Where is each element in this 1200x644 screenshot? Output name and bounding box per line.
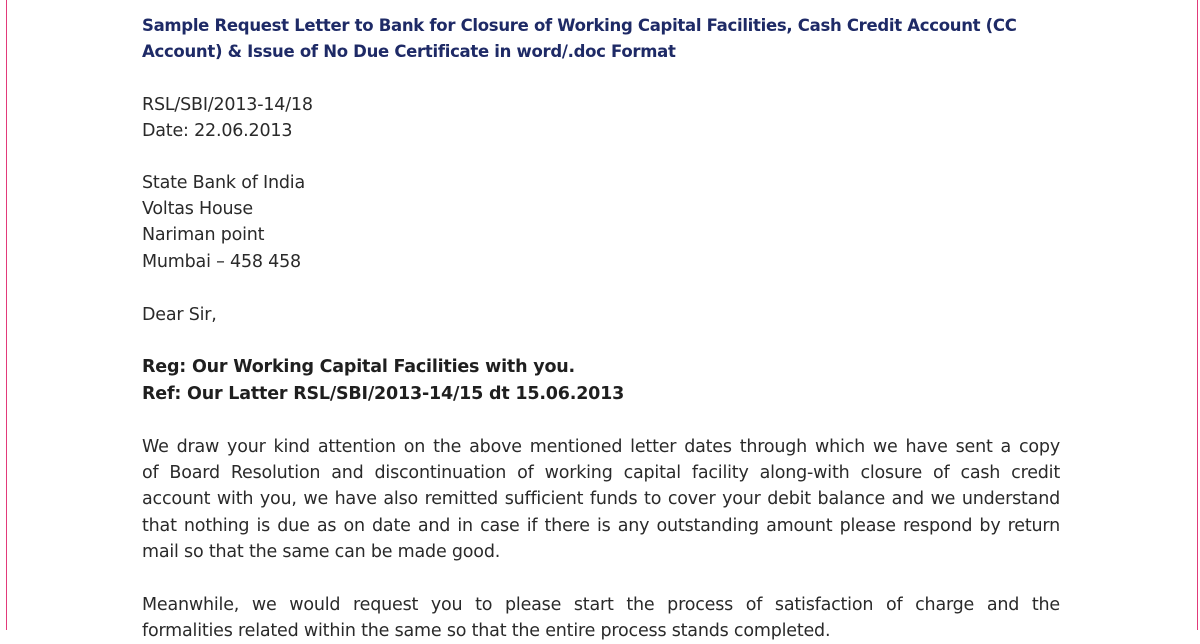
body-paragraph-2-line: formalities related within the same so that the entire process stands completed. xyxy=(142,621,831,641)
document-title-line-1: Sample Request Letter to Bank for Closure of Working Capital Facilities, Cash Credit Account (CC xyxy=(142,16,1017,35)
subject-reg: Reg: Our Working Capital Facilities with you. xyxy=(142,357,575,377)
left-margin-rule xyxy=(6,0,7,630)
body-paragraph-2-line: Meanwhile, we would request you to please start the process of satisfaction of charge and the xyxy=(142,595,1060,615)
body-paragraph-1-line: of Board Resolution and discontinuation of working capital facility along-with closure of cash credit xyxy=(142,463,1060,483)
document-title-line-2: Account) & Issue of No Due Certificate in word/.doc Format xyxy=(142,42,676,61)
body-paragraph-1-line: mail so that the same can be made good. xyxy=(142,542,501,562)
body-paragraph-1-line: We draw your kind attention on the above mentioned letter dates through which we have sent a copy xyxy=(142,437,1060,457)
body-paragraph-1-line: account with you, we have also remitted sufficient funds to cover your debit balance and we understand xyxy=(142,489,1060,509)
letter-date: Date: 22.06.2013 xyxy=(142,121,293,141)
right-margin-rule xyxy=(1197,0,1198,630)
address-line: Voltas House xyxy=(142,199,253,219)
address-line: Mumbai – 458 458 xyxy=(142,252,301,272)
body-paragraph-1-line: that nothing is due as on date and in case if there is any outstanding amount please respond by return xyxy=(142,516,1060,536)
address-line: State Bank of India xyxy=(142,173,305,193)
salutation: Dear Sir, xyxy=(142,305,217,325)
address-line: Nariman point xyxy=(142,225,265,245)
reference-number: RSL/SBI/2013-14/18 xyxy=(142,95,313,115)
subject-ref: Ref: Our Latter RSL/SBI/2013-14/15 dt 15.06.2013 xyxy=(142,384,625,404)
